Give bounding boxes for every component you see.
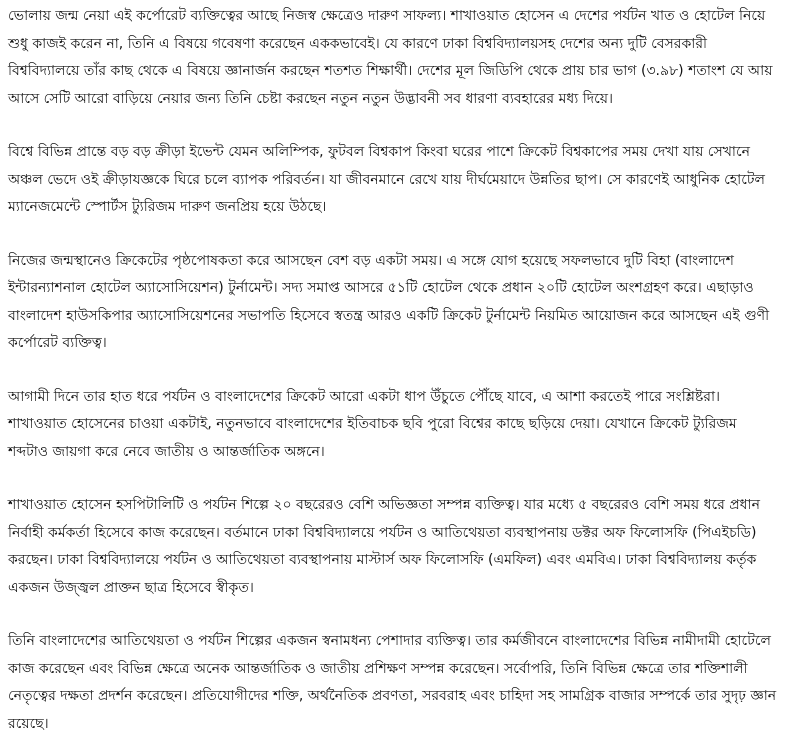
article-paragraph: নিজের জন্মস্থানেও ক্রিকেটের পৃষ্ঠপোষকতা করে আসছেন বেশ বড় একটা সময়। এ সঙ্গে যোগ হয়েছে সফলভাবে দুটি বিহা (বাংলাদেশ ইন্টারন্যাশনাল হোটেল অ্যাসোসিয়েশন) টুর্নামেন্ট। সদ্য সমাপ্ত আসরে ৫১টি হোটেল থেকে প্রধান ২০টি হোটেল অংশগ্রহণ করে। এছাড়াও বাংলাদেশ হাউসকিপার অ্যাসোসিয়েশনের সভাপতি হিসেবে স্বতন্ত্র আরও একটি ক্রিকেট টুর্নামেন্ট নিয়মিত আয়োজন করে আসছেন এই গুণী কর্পোরেট ব্যক্তিত্ব। <box>8 252 770 351</box>
article-paragraph: তিনি বাংলাদেশের আতিথেয়তা ও পর্যটন শিল্পের একজন স্বনামধন্য পেশাদার ব্যক্তিত্ব। তার কর্মজীবনে বাংলাদেশের বিভিন্ন নামীদামী হোটেলে কাজ করেছেন এবং বিভিন্ন ক্ষেত্রে অনেক আন্তর্জাতিক ও জাতীয় প্রশিক্ষণ সম্পন্ন করেছেন। সর্বোপরি, তিনি বিভিন্ন ক্ষেত্রে তার শক্তিশালী নেতৃত্বের দক্ষতা প্রদর্শন করেছেন। প্রতিযোগীদের শক্তি, অর্থনৈতিক প্রবণতা, সরবরাহ এবং চাহিদা সহ সামগ্রিক বাজার সম্পর্কে তার সুদৃঢ় জ্ঞান রয়েছে। <box>8 633 777 732</box>
article-paragraph: আগামী দিনে তার হাত ধরে পর্যটন ও বাংলাদেশের ক্রিকেট আরো একটা ধাপ উঁচুতে পৌঁছে যাবে, এ আশা করতেই পারে সংশ্লিষ্টরা। শাখাওয়াত হোসেনের চাওয়া একটাই, নতুনভাবে বাংলাদেশের ইতিবাচক ছবি পুরো বিশ্বের কাছে ছড়িয়ে দেয়া। যেখানে ক্রিকেট ট্যুরিজম শব্দটাও জায়গা করে নেবে জাতীয় ও আন্তর্জাতিক অঙ্গনে। <box>8 388 737 460</box>
article-paragraph: শাখাওয়াত হোসেন হসপিটালিটি ও পর্যটন শিল্পে ২০ বছরেরও বেশি অভিজ্ঞতা সম্পন্ন ব্যক্তিত্ব। যার মধ্যে ৫ বছরেরও বেশি সময় ধরে প্রধান নির্বাহী কর্মকর্তা হিসেবে কাজ করেছেন। বর্তমানে ঢাকা বিশ্ববিদ্যালয়ে পর্যটন ও আতিথেয়তা ব্যবস্থাপনায় ডক্টর অফ ফিলোসফি (পিএইচডি) করছেন। ঢাকা বিশ্ববিদ্যালয়ে পর্যটন ও আতিথেয়তা ব্যবস্থাপনায় মাস্টার্স অফ ফিলোসফি (এমফিল) এবং এমবিএ। ঢাকা বিশ্ববিদ্যালয় কর্তৃক একজন উজ্জ্বল প্রাক্তন ছাত্র হিসেবে স্বীকৃত। <box>8 497 760 596</box>
article-paragraph: ভোলায় জন্ম নেয়া এই কর্পোরেট ব্যক্তিত্বের আছে নিজস্ব ক্ষেত্রেও দারুণ সাফল্য। শাখাওয়াত হোসেন এ দেশের পর্যটন খাত ও হোটেল নিয়ে শুধু কাজই করেন না, তিনি এ বিষয়ে গবেষণা করেছেন এককভাবেই। যে কারণে ঢাকা বিশ্ববিদ্যালয়সহ দেশের অন্য দুটি বেসরকারী বিশ্ববিদ্যালয়ে তাঁর কাছ থেকে এ বিষয়ে জ্ঞানার্জন করছেন শতশত শিক্ষার্থী। দেশের মূল জিডিপি থেকে প্রায় চার ভাগ (৩.৯৮) শতাংশ যে আয় আসে সেটি আরো বাড়িয়ে নেয়ার জন্য তিনি চেষ্টা করছেন নতুন নতুন উদ্ভাবনী সব ধারণা ব্যবহারের মধ্য দিয়ে। <box>8 8 773 107</box>
article-paragraph: বিশ্বে বিভিন্ন প্রান্তে বড় বড় ক্রীড়া ইভেন্ট যেমন অলিম্পিক, ফুটবল বিশ্বকাপ কিংবা ঘরের পাশে ক্রিকেট বিশ্বকাপের সময় দেখা যায় সেখানে অঞ্চল ভেদে ওই ক্রীড়াযজ্ঞকে ঘিরে চলে ব্যাপক পরিবর্তন। যা জীবনমানে রেখে যায় দীর্ঘমেয়াদে উন্নতির ছাপ। সে কারণেই আধুনিক হোটেল ম্যানেজমেন্টে স্পোর্টস ট্যুরিজম দারুণ জনপ্রিয় হয়ে উঠছে। <box>8 144 765 215</box>
